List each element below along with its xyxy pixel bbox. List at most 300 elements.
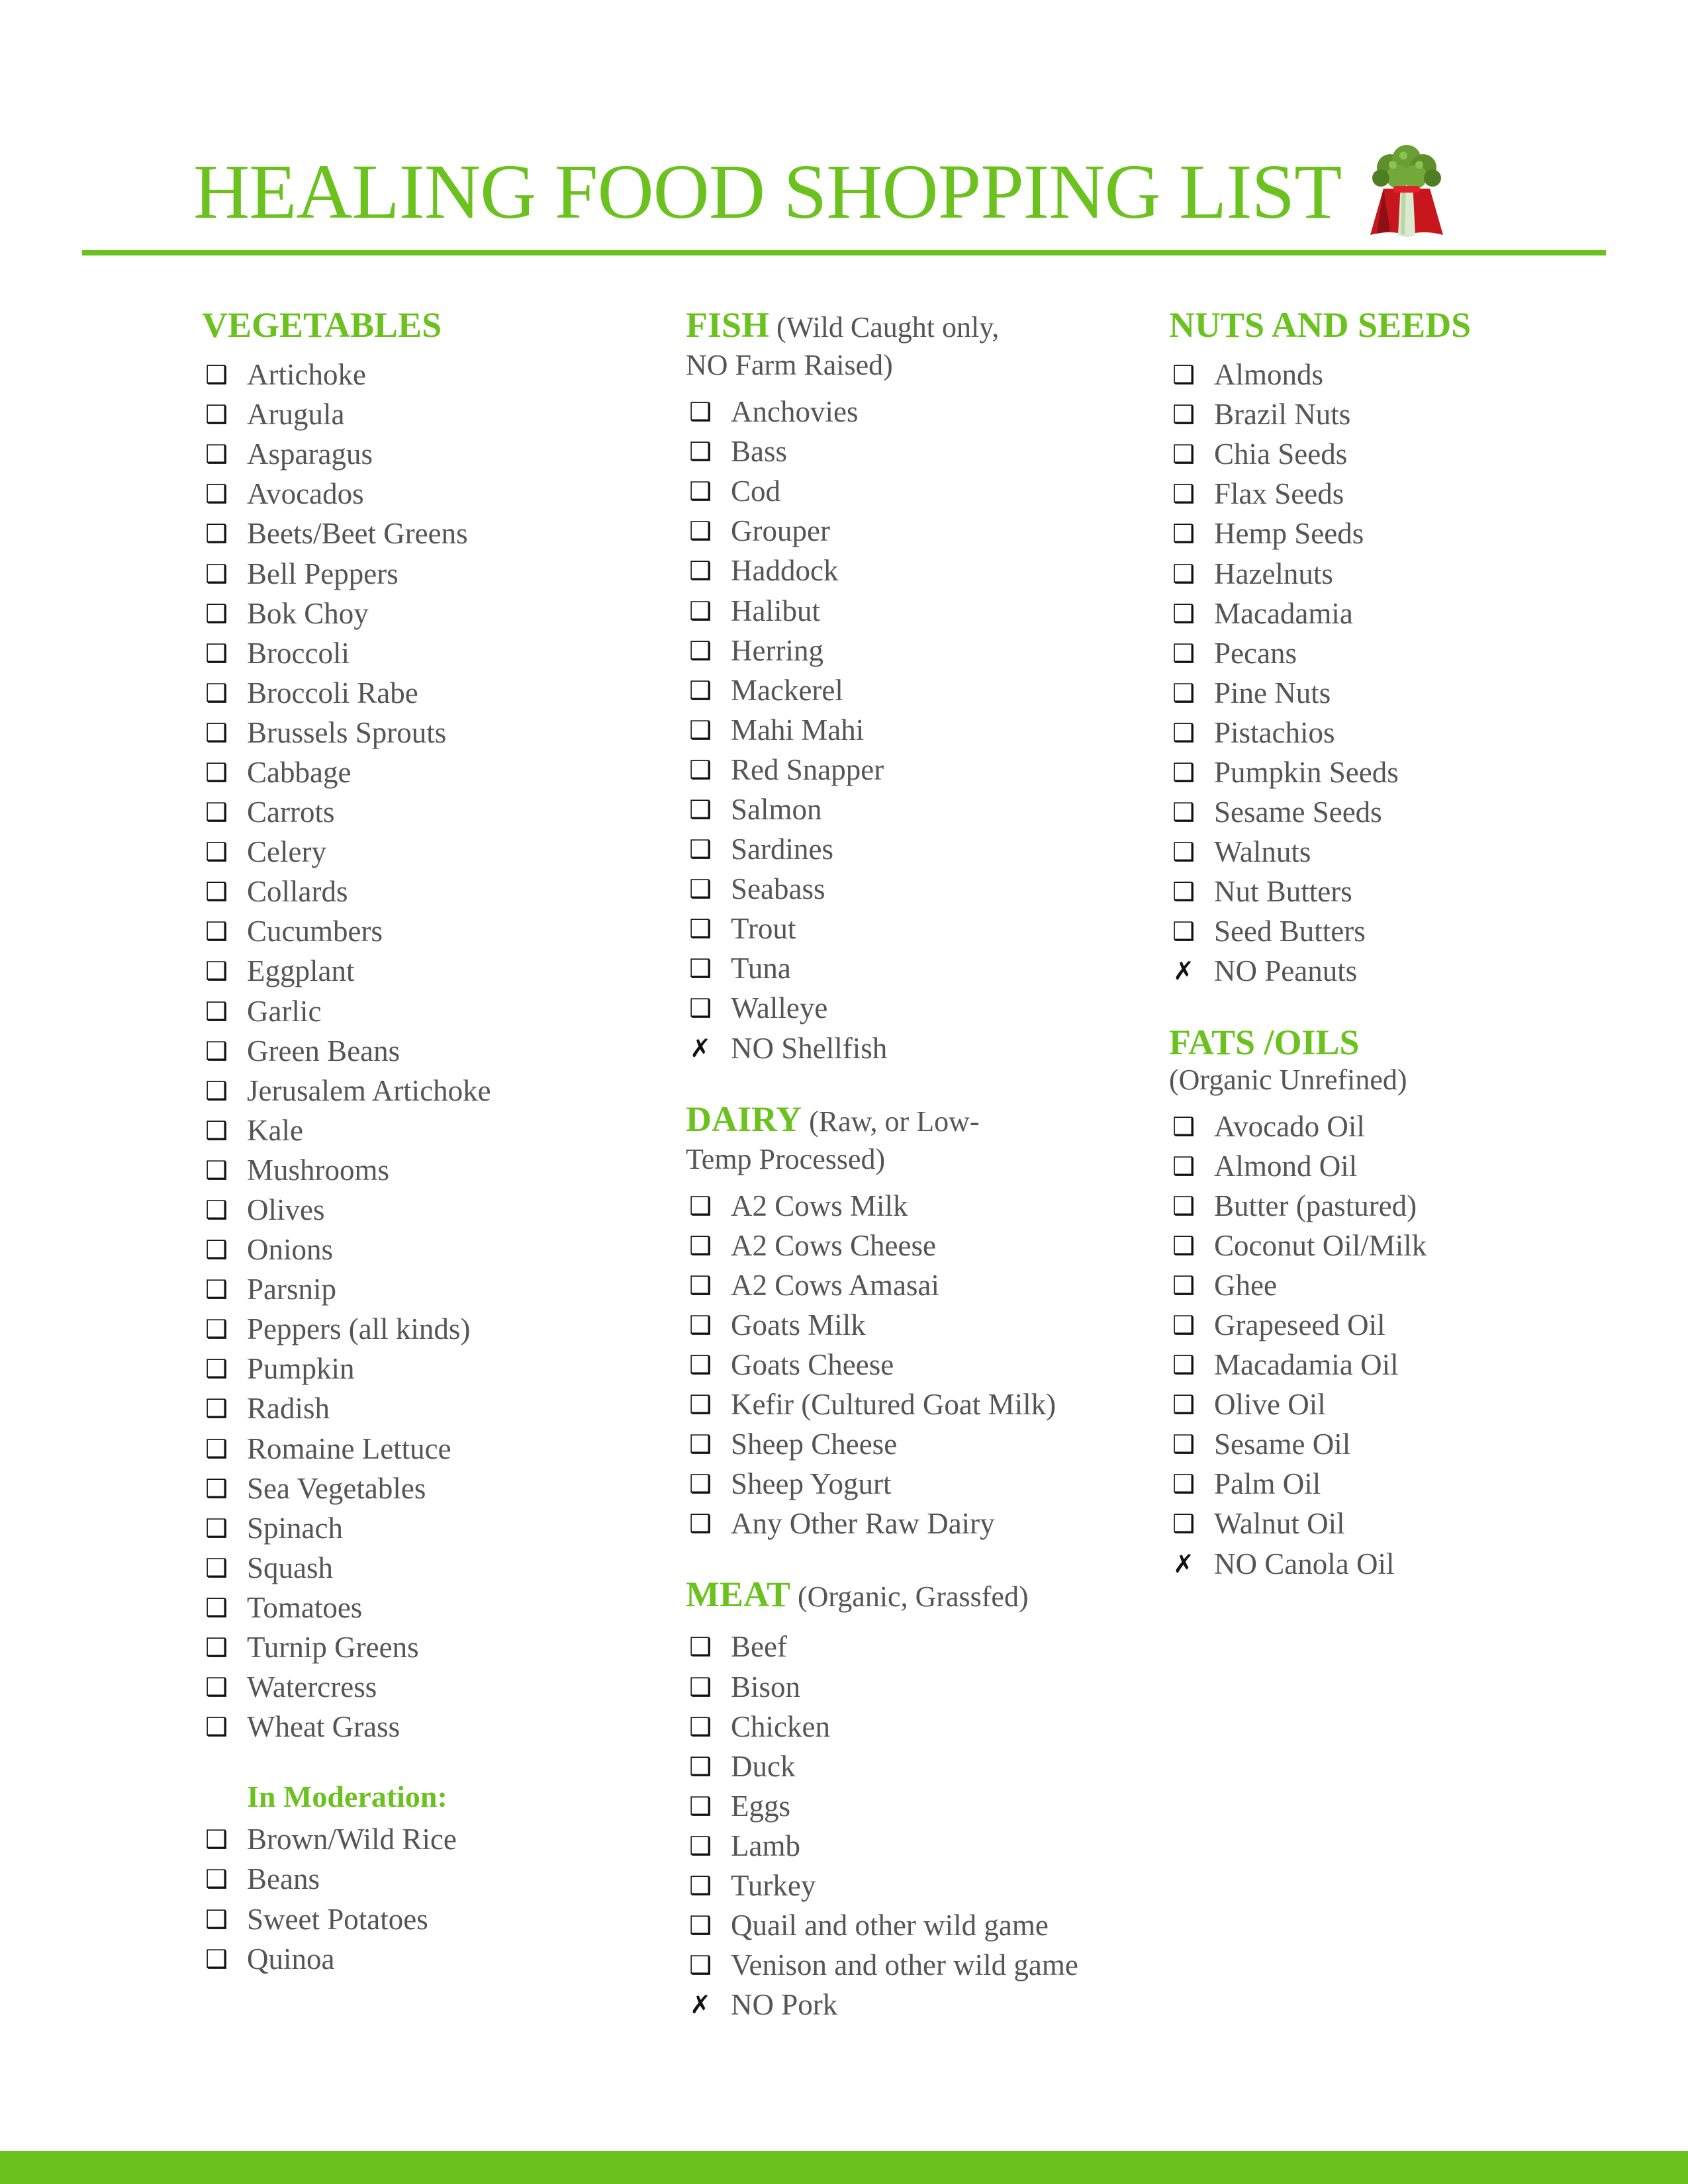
checkbox-icon[interactable]: ❑ xyxy=(688,437,712,467)
list-item xyxy=(202,434,665,474)
fish-heading-note-2: NO Farm Raised) xyxy=(686,349,893,381)
checkbox-icon[interactable]: ❑ xyxy=(205,1195,228,1225)
checkbox-icon[interactable]: ❑ xyxy=(1172,1270,1196,1300)
list-item xyxy=(686,1186,1162,1226)
list-item xyxy=(202,474,665,514)
checkbox-icon[interactable]: ❑ xyxy=(205,837,228,867)
list-item-label: Turkey xyxy=(731,1869,816,1903)
list-item xyxy=(686,1464,1162,1504)
x-mark-icon: ✗ xyxy=(690,1990,711,2020)
list-item-label: Mushrooms xyxy=(247,1153,390,1187)
list-item xyxy=(686,471,1162,511)
checkbox-icon[interactable]: ❑ xyxy=(205,1633,228,1662)
checkbox-icon[interactable]: ❑ xyxy=(688,1711,712,1741)
list-item xyxy=(686,1504,1162,1543)
list-item-label: Venison and other wild game xyxy=(731,1948,1078,1982)
checkbox-icon[interactable]: ❑ xyxy=(205,1672,228,1702)
checkbox-icon[interactable]: ❑ xyxy=(205,1433,228,1463)
checkbox-icon[interactable]: ❑ xyxy=(1172,360,1196,390)
list-item-label: Trout xyxy=(731,912,796,946)
list-item-label: Haddock xyxy=(731,554,839,588)
checkbox-icon[interactable]: ❑ xyxy=(1172,797,1196,827)
list-item xyxy=(202,1150,665,1190)
checkbox-icon[interactable]: ❑ xyxy=(205,1115,228,1145)
list-item xyxy=(202,1588,665,1627)
list-item xyxy=(686,1747,1162,1786)
list-item xyxy=(202,1469,665,1508)
list-item-label: Jerusalem Artichoke xyxy=(247,1073,491,1107)
list-item xyxy=(202,1230,665,1269)
list-item-label: Broccoli xyxy=(247,636,350,670)
section-heading-dairy xyxy=(686,1099,1162,1142)
list-item xyxy=(1169,553,1626,593)
list-item-label: Herring xyxy=(731,633,823,667)
list-item-label: Garlic xyxy=(247,994,322,1028)
footer-bar xyxy=(0,2151,1688,2184)
checkbox-icon[interactable]: ❑ xyxy=(205,1553,228,1582)
list-item xyxy=(1169,1345,1626,1385)
checkbox-icon[interactable]: ❑ xyxy=(688,675,712,705)
list-item-label: Avocados xyxy=(247,477,364,511)
fats-list xyxy=(1169,1107,1626,1584)
list-item-label: Quinoa xyxy=(247,1942,335,1976)
list-item xyxy=(686,551,1162,590)
checkbox-icon[interactable]: ❑ xyxy=(688,1310,712,1340)
list-item-label: Cucumbers xyxy=(247,915,383,948)
x-mark-icon: ✗ xyxy=(1173,956,1194,986)
list-item-label: A2 Cows Milk xyxy=(731,1189,908,1222)
checkbox-icon[interactable]: ❑ xyxy=(205,757,228,787)
excluded-item xyxy=(686,1985,1162,2025)
list-item xyxy=(686,1345,1162,1385)
list-item-label: Eggs xyxy=(731,1789,790,1823)
list-item xyxy=(1169,1265,1626,1305)
checkbox-icon[interactable]: ❑ xyxy=(1172,1191,1196,1220)
meat-heading-note: (Organic, Grassfed) xyxy=(790,1580,1029,1614)
checkbox-icon[interactable]: ❑ xyxy=(688,635,712,665)
column-vegetables xyxy=(202,304,665,1979)
list-item xyxy=(686,1627,1162,1666)
checkbox-icon[interactable]: ❑ xyxy=(688,1509,712,1539)
list-item xyxy=(202,1707,665,1747)
checkbox-icon[interactable]: ❑ xyxy=(1172,678,1196,707)
checkbox-icon[interactable]: ❑ xyxy=(1172,717,1196,747)
list-item xyxy=(1169,1385,1626,1424)
checkbox-icon[interactable]: ❑ xyxy=(205,1075,228,1105)
list-item-label: Beef xyxy=(731,1630,787,1664)
list-item xyxy=(202,1071,665,1111)
checkbox-icon[interactable]: ❑ xyxy=(205,1314,228,1344)
list-item-label: Celery xyxy=(247,835,326,869)
list-item xyxy=(1169,1464,1626,1504)
list-item xyxy=(1169,832,1626,872)
list-item-label: Macadamia xyxy=(1214,596,1353,630)
list-item-label: Carrots xyxy=(247,796,335,829)
list-item xyxy=(202,1508,665,1548)
list-item xyxy=(1169,514,1626,553)
list-item xyxy=(1169,1107,1626,1146)
list-item xyxy=(686,710,1162,750)
list-item-label: Sesame Oil xyxy=(1214,1428,1351,1461)
dairy-heading-label: DAIRY xyxy=(686,1099,802,1139)
list-item xyxy=(202,355,665,394)
excluded-item-label: NO Canola Oil xyxy=(1214,1547,1395,1580)
checkbox-icon[interactable]: ❑ xyxy=(205,797,228,827)
list-item-label: Flax Seeds xyxy=(1214,477,1344,511)
list-item-label: Tuna xyxy=(731,952,791,985)
list-item-label: A2 Cows Amasai xyxy=(731,1268,939,1302)
list-item-label: Arugula xyxy=(247,398,345,432)
checkbox-icon[interactable]: ❑ xyxy=(1172,598,1196,628)
checkbox-icon[interactable]: ❑ xyxy=(688,1390,712,1420)
checkbox-icon[interactable]: ❑ xyxy=(688,1871,712,1901)
list-item-label: Bok Choy xyxy=(247,596,369,630)
list-item xyxy=(202,713,665,752)
list-item xyxy=(686,1866,1162,1905)
list-item xyxy=(686,392,1162,432)
list-item-label: Quail and other wild game xyxy=(731,1909,1049,1942)
checkbox-icon[interactable]: ❑ xyxy=(205,1944,228,1974)
checkbox-icon[interactable]: ❑ xyxy=(205,598,228,628)
page-title: HEALING FOOD SHOPPING LIST xyxy=(193,148,1342,235)
list-item xyxy=(202,951,665,991)
list-item-label: Olive Oil xyxy=(1214,1388,1326,1422)
list-item-label: Goats Cheese xyxy=(731,1348,894,1382)
checkbox-icon[interactable]: ❑ xyxy=(688,1751,712,1781)
checkbox-icon[interactable]: ❑ xyxy=(688,1950,712,1980)
checkbox-icon[interactable]: ❑ xyxy=(1172,917,1196,946)
checkbox-icon[interactable]: ❑ xyxy=(688,914,712,944)
list-item-label: Turnip Greens xyxy=(247,1631,419,1664)
column-fish-dairy-meat xyxy=(686,304,1162,2025)
list-item xyxy=(202,752,665,792)
list-item xyxy=(686,1265,1162,1305)
list-item xyxy=(202,1388,665,1428)
checkbox-icon[interactable]: ❑ xyxy=(688,794,712,824)
checkbox-icon[interactable]: ❑ xyxy=(205,1394,228,1424)
list-item xyxy=(686,432,1162,471)
fats-heading-note: (Organic Unrefined) xyxy=(1169,1063,1407,1096)
list-item-label: Peppers (all kinds) xyxy=(247,1312,471,1346)
checkbox-icon[interactable]: ❑ xyxy=(205,1155,228,1185)
list-item xyxy=(1169,394,1626,434)
checkbox-icon[interactable]: ❑ xyxy=(205,996,228,1026)
checkbox-icon[interactable]: ❑ xyxy=(205,1712,228,1742)
list-item xyxy=(1169,713,1626,752)
list-item-label: Almonds xyxy=(1214,358,1324,392)
list-item-label: Pistachios xyxy=(1214,715,1335,749)
checkbox-icon[interactable]: ❑ xyxy=(688,993,712,1023)
dairy-heading-note-2: Temp Processed) xyxy=(686,1142,886,1175)
checkbox-icon[interactable]: ❑ xyxy=(1172,1469,1196,1499)
checkbox-icon[interactable]: ❑ xyxy=(1172,519,1196,549)
list-item xyxy=(686,988,1162,1028)
list-item xyxy=(1169,872,1626,911)
excluded-item xyxy=(1169,1544,1626,1584)
list-item-label: Red Snapper xyxy=(731,752,884,786)
list-item-label: Bass xyxy=(731,435,788,469)
checkbox-icon[interactable]: ❑ xyxy=(1172,1151,1196,1181)
checkbox-icon[interactable]: ❑ xyxy=(688,1230,712,1260)
excluded-item xyxy=(1169,951,1626,991)
checkbox-icon[interactable]: ❑ xyxy=(205,1864,228,1894)
broccoli-superhero-icon xyxy=(1364,142,1450,242)
title-divider xyxy=(82,250,1606,255)
list-item-label: Collards xyxy=(247,875,348,909)
checkbox-icon[interactable]: ❑ xyxy=(1172,1111,1196,1141)
list-item xyxy=(1169,594,1626,633)
checkbox-icon[interactable]: ❑ xyxy=(688,1632,712,1662)
list-item xyxy=(202,1819,665,1859)
list-item xyxy=(202,792,665,832)
checkbox-icon[interactable]: ❑ xyxy=(1172,1509,1196,1539)
list-item-label: Butter (pastured) xyxy=(1214,1189,1417,1222)
checkbox-icon[interactable]: ❑ xyxy=(205,360,228,390)
list-item-label: Sardines xyxy=(731,833,833,866)
checkbox-icon[interactable]: ❑ xyxy=(205,1275,228,1304)
list-item xyxy=(202,514,665,553)
checkbox-icon[interactable]: ❑ xyxy=(688,516,712,546)
checkbox-icon[interactable]: ❑ xyxy=(1172,1430,1196,1459)
checkbox-icon[interactable]: ❑ xyxy=(1172,439,1196,469)
checkbox-icon[interactable]: ❑ xyxy=(688,835,712,864)
list-item xyxy=(686,909,1162,948)
section-heading-meat xyxy=(686,1574,1162,1617)
list-item-label: A2 Cows Cheese xyxy=(731,1228,936,1262)
checkbox-icon[interactable]: ❑ xyxy=(1172,1390,1196,1420)
list-item xyxy=(202,594,665,633)
list-item xyxy=(1169,434,1626,474)
list-item-label: Tomatoes xyxy=(247,1590,363,1624)
list-item-label: Kale xyxy=(247,1113,303,1147)
checkbox-icon[interactable]: ❑ xyxy=(1172,559,1196,588)
section-heading-vegetables: VEGETABLES xyxy=(202,305,442,345)
checkbox-icon[interactable]: ❑ xyxy=(688,1430,712,1459)
list-item xyxy=(686,670,1162,710)
list-item-label: Asparagus xyxy=(247,437,373,471)
checkbox-icon[interactable]: ❑ xyxy=(205,1235,228,1265)
list-item xyxy=(686,948,1162,988)
excluded-item-label: NO Peanuts xyxy=(1214,954,1358,988)
list-item-label: Grouper xyxy=(731,514,830,548)
checkbox-icon[interactable]: ❑ xyxy=(205,1354,228,1384)
list-item-label: Duck xyxy=(731,1749,796,1783)
list-item-label: Pumpkin Seeds xyxy=(1214,755,1399,789)
checkbox-icon[interactable]: ❑ xyxy=(205,1513,228,1543)
checkbox-icon[interactable]: ❑ xyxy=(688,1911,712,1940)
list-item xyxy=(686,1305,1162,1345)
list-item-label: Lamb xyxy=(731,1829,800,1862)
list-item xyxy=(202,1899,665,1938)
checkbox-icon[interactable]: ❑ xyxy=(1172,1310,1196,1340)
checkbox-icon[interactable]: ❑ xyxy=(205,956,228,986)
checkbox-icon[interactable]: ❑ xyxy=(205,1473,228,1503)
list-item xyxy=(686,1945,1162,1985)
list-item-label: Any Other Raw Dairy xyxy=(731,1507,995,1541)
checkbox-icon[interactable]: ❑ xyxy=(205,717,228,747)
list-item xyxy=(1169,1424,1626,1464)
list-item xyxy=(202,673,665,713)
list-item-label: Broccoli Rabe xyxy=(247,676,418,709)
checkbox-icon[interactable]: ❑ xyxy=(688,1831,712,1860)
list-item xyxy=(202,1939,665,1979)
list-item-label: Grapeseed Oil xyxy=(1214,1308,1385,1342)
list-item xyxy=(1169,633,1626,673)
list-item-label: Cabbage xyxy=(247,755,352,789)
checkbox-icon[interactable]: ❑ xyxy=(688,1350,712,1380)
moderation-heading: In Moderation: xyxy=(247,1780,447,1814)
list-item-label: Sweet Potatoes xyxy=(247,1902,428,1936)
list-item xyxy=(202,1349,665,1388)
list-item xyxy=(202,1309,665,1349)
list-item xyxy=(1169,1305,1626,1345)
meat-list xyxy=(686,1627,1162,2025)
checkbox-icon[interactable]: ❑ xyxy=(1172,877,1196,907)
checkbox-icon[interactable]: ❑ xyxy=(205,479,228,509)
list-item xyxy=(686,790,1162,829)
list-item-label: Palm Oil xyxy=(1214,1467,1321,1501)
list-item xyxy=(202,991,665,1031)
list-item xyxy=(686,1424,1162,1464)
nuts-list xyxy=(1169,355,1626,991)
checkbox-icon[interactable]: ❑ xyxy=(688,477,712,506)
list-item-label: Avocado Oil xyxy=(1214,1109,1365,1143)
checkbox-icon[interactable]: ❑ xyxy=(688,556,712,586)
checkbox-icon[interactable]: ❑ xyxy=(688,1270,712,1300)
list-item xyxy=(202,832,665,872)
list-item-label: Pumpkin xyxy=(247,1352,355,1386)
checkbox-icon[interactable]: ❑ xyxy=(688,715,712,745)
list-item xyxy=(1169,673,1626,713)
list-item-label: Anchovies xyxy=(731,395,859,429)
list-item-label: Artichoke xyxy=(247,358,366,392)
list-item xyxy=(202,633,665,673)
meat-heading-label: MEAT xyxy=(686,1574,790,1615)
list-item xyxy=(686,631,1162,670)
list-item-label: Cod xyxy=(731,475,781,508)
list-item-label: Walnuts xyxy=(1214,835,1311,869)
list-item-label: Parsnip xyxy=(247,1273,336,1306)
list-item-label: Seabass xyxy=(731,872,825,906)
list-item xyxy=(202,1190,665,1230)
checkbox-icon[interactable]: ❑ xyxy=(205,1592,228,1622)
checkbox-icon[interactable]: ❑ xyxy=(688,874,712,904)
section-heading-nuts: NUTS AND SEEDS xyxy=(1169,305,1472,345)
checkbox-icon[interactable]: ❑ xyxy=(1172,837,1196,867)
list-item xyxy=(202,1667,665,1707)
checkbox-icon[interactable]: ❑ xyxy=(688,954,712,983)
column-nuts-fats xyxy=(1169,304,1626,1584)
list-item-label: Sheep Yogurt xyxy=(731,1467,892,1501)
list-item-label: Olives xyxy=(247,1193,325,1227)
list-item xyxy=(202,1859,665,1899)
list-item xyxy=(202,553,665,593)
list-item-label: Sea Vegetables xyxy=(247,1471,426,1505)
list-item-label: Brazil Nuts xyxy=(1214,398,1351,432)
list-item-label: Squash xyxy=(247,1551,334,1584)
list-item xyxy=(1169,1226,1626,1265)
list-item xyxy=(686,1786,1162,1826)
list-item-label: Green Beans xyxy=(247,1034,400,1068)
list-item xyxy=(202,1269,665,1309)
checkbox-icon[interactable]: ❑ xyxy=(1172,757,1196,787)
checkbox-icon[interactable]: ❑ xyxy=(688,596,712,625)
dairy-heading-note: (Raw, or Low- xyxy=(802,1105,980,1138)
list-item xyxy=(202,394,665,434)
checkbox-icon[interactable]: ❑ xyxy=(688,1672,712,1702)
checkbox-icon[interactable]: ❑ xyxy=(205,400,228,430)
list-item-label: Sesame Seeds xyxy=(1214,796,1382,829)
list-item-label: Spinach xyxy=(247,1511,343,1545)
fish-heading-note: (Wild Caught only, xyxy=(769,311,1000,343)
checkbox-icon[interactable]: ❑ xyxy=(688,754,712,784)
list-item xyxy=(202,1429,665,1469)
checkbox-icon[interactable]: ❑ xyxy=(1172,479,1196,509)
checkbox-icon[interactable]: ❑ xyxy=(205,519,228,549)
checkbox-icon[interactable]: ❑ xyxy=(688,1191,712,1220)
dairy-list xyxy=(686,1186,1162,1544)
checkbox-icon[interactable]: ❑ xyxy=(1172,638,1196,668)
checkbox-icon[interactable]: ❑ xyxy=(688,1469,712,1499)
checkbox-icon[interactable]: ❑ xyxy=(205,559,228,588)
checkbox-icon[interactable]: ❑ xyxy=(1172,1350,1196,1380)
list-item-label: Walleye xyxy=(731,991,828,1025)
list-item-label: Watercress xyxy=(247,1670,377,1704)
list-item-label: Mahi Mahi xyxy=(731,713,865,747)
list-item-label: Almond Oil xyxy=(1214,1149,1358,1183)
list-item xyxy=(202,1111,665,1150)
vegetables-list xyxy=(202,355,665,1747)
list-item-label: Nut Butters xyxy=(1214,875,1352,909)
list-item xyxy=(1169,1504,1626,1543)
list-item-label: Bell Peppers xyxy=(247,557,399,590)
checkbox-icon[interactable]: ❑ xyxy=(688,397,712,427)
list-item xyxy=(1169,474,1626,514)
list-item-label: Hazelnuts xyxy=(1214,557,1333,590)
list-item-label: Seed Butters xyxy=(1214,915,1366,948)
section-heading-fats: FATS /OILS xyxy=(1169,1022,1360,1062)
checkbox-icon[interactable]: ❑ xyxy=(205,1036,228,1066)
list-item-label: Wheat Grass xyxy=(247,1710,400,1744)
checkbox-icon[interactable]: ❑ xyxy=(205,638,228,668)
list-item xyxy=(202,1627,665,1667)
checkbox-icon[interactable]: ❑ xyxy=(1172,1230,1196,1260)
checkbox-icon[interactable]: ❑ xyxy=(205,877,228,907)
list-item xyxy=(202,872,665,911)
list-item-label: Goats Milk xyxy=(731,1308,866,1342)
checkbox-icon[interactable]: ❑ xyxy=(205,917,228,946)
checkbox-icon[interactable]: ❑ xyxy=(205,1825,228,1854)
x-mark-icon: ✗ xyxy=(1173,1549,1194,1578)
checkbox-icon[interactable]: ❑ xyxy=(205,678,228,707)
list-item-label: Salmon xyxy=(731,792,822,826)
list-item-label: Pine Nuts xyxy=(1214,676,1331,709)
list-item-label: Ghee xyxy=(1214,1268,1277,1302)
list-item xyxy=(686,511,1162,551)
list-item xyxy=(202,911,665,951)
checkbox-icon[interactable]: ❑ xyxy=(1172,400,1196,430)
checkbox-icon[interactable]: ❑ xyxy=(205,1904,228,1934)
list-item xyxy=(686,750,1162,790)
fish-list xyxy=(686,392,1162,1068)
list-item-label: Halibut xyxy=(731,594,820,627)
list-item-label: Pecans xyxy=(1214,636,1297,670)
list-item-label: Chicken xyxy=(731,1709,830,1743)
checkbox-icon[interactable]: ❑ xyxy=(205,439,228,469)
checkbox-icon[interactable]: ❑ xyxy=(688,1791,712,1821)
list-item xyxy=(686,829,1162,869)
list-item-label: Beets/Beet Greens xyxy=(247,517,468,551)
